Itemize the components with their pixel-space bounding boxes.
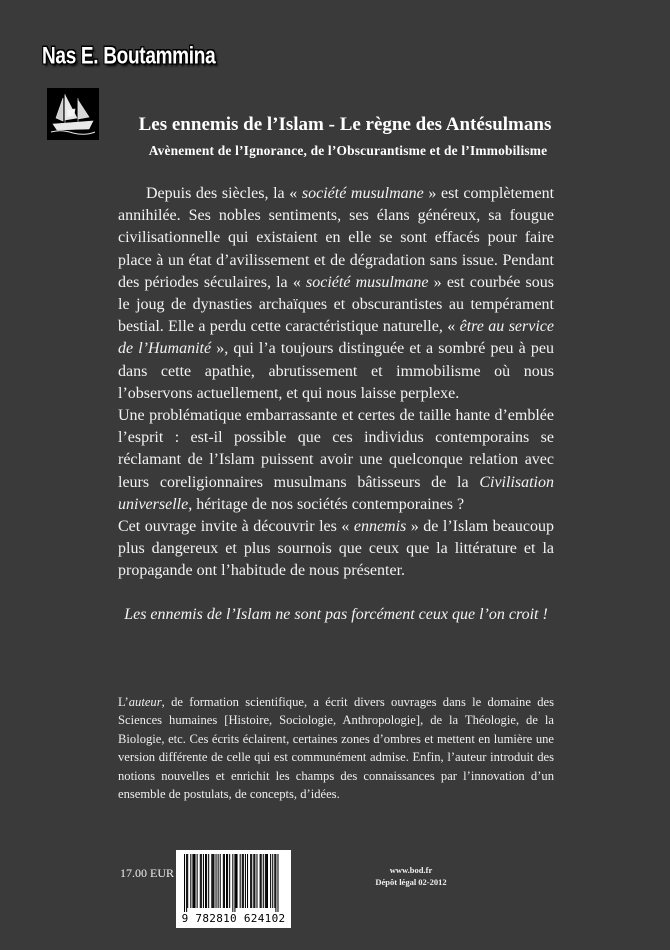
barcode-bar xyxy=(224,854,225,908)
publisher-info xyxy=(356,864,466,888)
emphasis: ennemis xyxy=(353,518,407,536)
book-title: Les ennemis de l’Islam - Le règne des Antésulmans xyxy=(138,114,552,135)
barcode-bar xyxy=(208,854,209,908)
barcode-bar xyxy=(240,854,241,908)
emphasis: être au service de l’Humanité xyxy=(118,318,554,358)
text-run: Une problématique embarrassante et certes de taille hante d’emblée l’esprit : est-il possible que ces individus contemporains se réclamant de l’Islam puissent avoir une quelconque relation avec leurs coreligionnaires musulmans bâtisseurs de la xyxy=(118,407,554,491)
barcode-bar xyxy=(274,854,275,908)
barcode-bar xyxy=(220,854,221,908)
emphasis: société musulmane xyxy=(301,185,424,202)
barcode-bar xyxy=(201,854,202,908)
sailing-ship-logo-icon xyxy=(47,88,99,140)
barcode-bar xyxy=(190,854,191,908)
text-run: , héritage de nos sociétés contemporaines ? xyxy=(188,495,465,513)
barcode-bar xyxy=(212,854,213,908)
barcode-bar xyxy=(186,854,187,912)
barcode-bar xyxy=(277,854,278,912)
paragraph-2 xyxy=(118,405,554,516)
barcode-bar xyxy=(270,854,271,908)
barcode-bar xyxy=(243,854,244,908)
barcode-bar xyxy=(192,854,193,908)
text-run: » est complètement annihilée. Ses nobles sentiments, ses élans généreux, sa fougue civilisationnelle qui existaient en elle se sont effacés pour faire place à un état d’avilissement et de dégradation sans issue. Pendant des périodes séculaires, la « xyxy=(118,185,555,291)
barcode-bar xyxy=(218,854,219,908)
barcode-bar xyxy=(197,854,198,908)
paragraph-3 xyxy=(118,516,554,583)
barcode-bar xyxy=(213,854,214,908)
barcode-bar xyxy=(272,854,273,908)
price-label: 17.00 EUR xyxy=(120,866,174,880)
author-bio xyxy=(118,693,554,803)
barcode-bar xyxy=(205,854,206,908)
barcode-bar xyxy=(226,854,227,908)
publisher-site: www.bod.fr xyxy=(389,865,433,875)
barcode-bar xyxy=(254,854,255,908)
tagline: Les ennemis de l’Islam ne sont pas forcément ceux que l’on croit ! xyxy=(124,606,548,623)
barcode-bar xyxy=(265,854,266,908)
barcode-bar xyxy=(216,854,217,908)
text-run: , de formation scientifique, a écrit divers ouvrages dans le domaine des Sciences humaines [Histoire, Sociologie, Anthropologie], de la Théologie, de la Biologie, etc. Ces écrits éclairent, certaines zones d’ombres et mettent en lumière une version différente de celle qui est communément admise. Enfin, l’auteur introduit des notions nouvelles et enrichit les champs des connaissances par l’innovation d’un ensemble de postulats, de concepts, d’idées. xyxy=(118,695,554,802)
barcode-bar xyxy=(235,854,236,908)
barcode-bar xyxy=(232,854,233,912)
barcode-bar xyxy=(229,854,230,908)
legal-deposit: Dépôt légal 02-2012 xyxy=(375,877,447,887)
barcode-bar xyxy=(193,854,194,908)
barcode-bar xyxy=(195,854,196,908)
barcode-bar xyxy=(206,854,207,908)
barcode-bar xyxy=(275,854,276,912)
emphasis: société musulmane xyxy=(306,273,429,291)
text-run: Cet ouvrage invite à découvrir les « xyxy=(118,518,354,536)
barcode-bar xyxy=(261,854,262,908)
text-run: » de l’Islam beaucoup plus dangereux et plus sournois que ceux que la littérature et la propagande ont l’habitude de nous présenter. xyxy=(118,518,554,580)
barcode-bar xyxy=(250,854,251,908)
text-run: L’ xyxy=(118,695,129,709)
barcode-bar xyxy=(200,854,201,908)
barcode-bar xyxy=(242,854,243,908)
paragraph-1 xyxy=(118,183,554,405)
barcode-icon xyxy=(176,850,291,928)
back-cover-text xyxy=(118,183,554,583)
barcode-bar xyxy=(227,854,228,908)
barcode-bar xyxy=(223,854,224,908)
barcode-bar xyxy=(234,854,235,912)
barcode-bar xyxy=(267,854,268,908)
barcode-bar xyxy=(266,854,267,908)
text-run: », qui l’a toujours distinguée et a sombré peu à peu dans cette apathie, abrutissement et immobilisme où nous l’observons actuellement, et qui nous laisse perplexe. xyxy=(118,340,554,402)
barcode-bar xyxy=(187,854,188,908)
emphasis: Civilisation universelle xyxy=(118,473,554,513)
barcode-bar xyxy=(247,854,248,908)
barcode-bar xyxy=(245,854,246,908)
text-run: Depuis des siècles, la « xyxy=(146,185,302,202)
barcode-bar xyxy=(237,854,238,908)
barcode-bar xyxy=(263,854,264,908)
author-name: Nas E. Boutammina xyxy=(42,43,216,70)
barcode-bar xyxy=(211,854,212,908)
text-run: » est courbée sous le joug de dynasties archaïques et obscurantistes au tempérament bestial. Elle a perdu cette caractéristique naturelle, « xyxy=(118,273,555,336)
isbn-number: 9 782810 624102 xyxy=(181,912,286,925)
barcode-bar xyxy=(253,854,254,908)
emphasis: auteur xyxy=(128,695,162,709)
barcode-bar xyxy=(203,854,204,908)
book-subtitle: Avènement de l’Ignorance, de l’Obscurantisme et de l’Immobilisme xyxy=(148,143,548,158)
barcode-bar xyxy=(260,854,261,908)
barcode-bar xyxy=(184,854,185,912)
barcode-bar xyxy=(256,854,257,908)
barcode-bar xyxy=(251,854,252,908)
